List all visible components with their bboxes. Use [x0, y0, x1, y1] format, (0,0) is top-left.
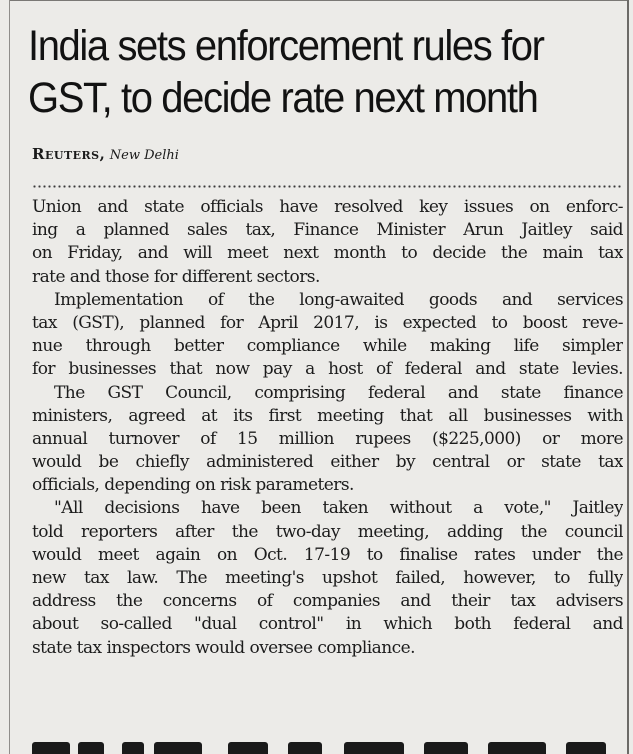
body-line: state tax inspectors would oversee compliance.	[32, 637, 415, 658]
article-body	[32, 196, 623, 660]
body-line: "All decisions have been taken without a vote," Jaitley	[54, 498, 623, 519]
headline	[28, 20, 586, 124]
body-line: ing a planned sales tax, Finance Minister Arun Jaitley said	[32, 220, 623, 241]
top-rule	[9, 0, 629, 5]
body-line: address the concerns of companies and their tax advisers	[32, 591, 623, 612]
byline	[32, 144, 179, 166]
headline-line-1: India sets enforcement rules for	[28, 22, 544, 70]
body-line: new tax law. The meeting's upshot failed, however, to fully	[32, 568, 623, 588]
column-rule-right	[627, 0, 629, 754]
body-line: about so-called "dual control" in which both federal and	[32, 614, 623, 635]
body-line: The GST Council, comprising federal and state finance	[54, 382, 623, 403]
body-line: tax (GST), planned for April 2017, is expected to boost reve-	[32, 312, 623, 333]
dotted-separator	[32, 185, 623, 188]
next-article-headline-cropped	[32, 742, 627, 754]
body-line: Implementation of the long-awaited goods and services	[54, 289, 623, 310]
column-rule-left	[9, 0, 10, 754]
body-line: on Friday, and will meet next month to decide the main tax	[32, 243, 623, 264]
body-line: nue through better compliance while making life simpler	[32, 336, 623, 357]
body-line: annual turnover of 15 million rupees ($225,000) or more	[32, 428, 623, 449]
body-line: would meet again on Oct. 17-19 to finalise rates under the	[32, 544, 623, 565]
body-line: would be chiefly administered either by central or state tax	[32, 452, 623, 473]
byline-agency: Reuters,	[32, 145, 106, 163]
body-line: ministers, agreed at its first meeting that all businesses with	[32, 405, 623, 426]
body-line: Union and state officials have resolved key issues on enforc-	[32, 197, 623, 217]
body-line: rate and those for different sectors.	[32, 266, 320, 287]
body-line: told reporters after the two-day meeting, adding the council	[32, 521, 623, 542]
headline-line-2: GST, to decide rate next month	[28, 74, 538, 122]
body-line: for businesses that now pay a host of federal and state levies.	[32, 359, 623, 380]
body-line: officials, depending on risk parameters.	[32, 475, 354, 496]
byline-dateline: New Delhi	[109, 148, 179, 163]
